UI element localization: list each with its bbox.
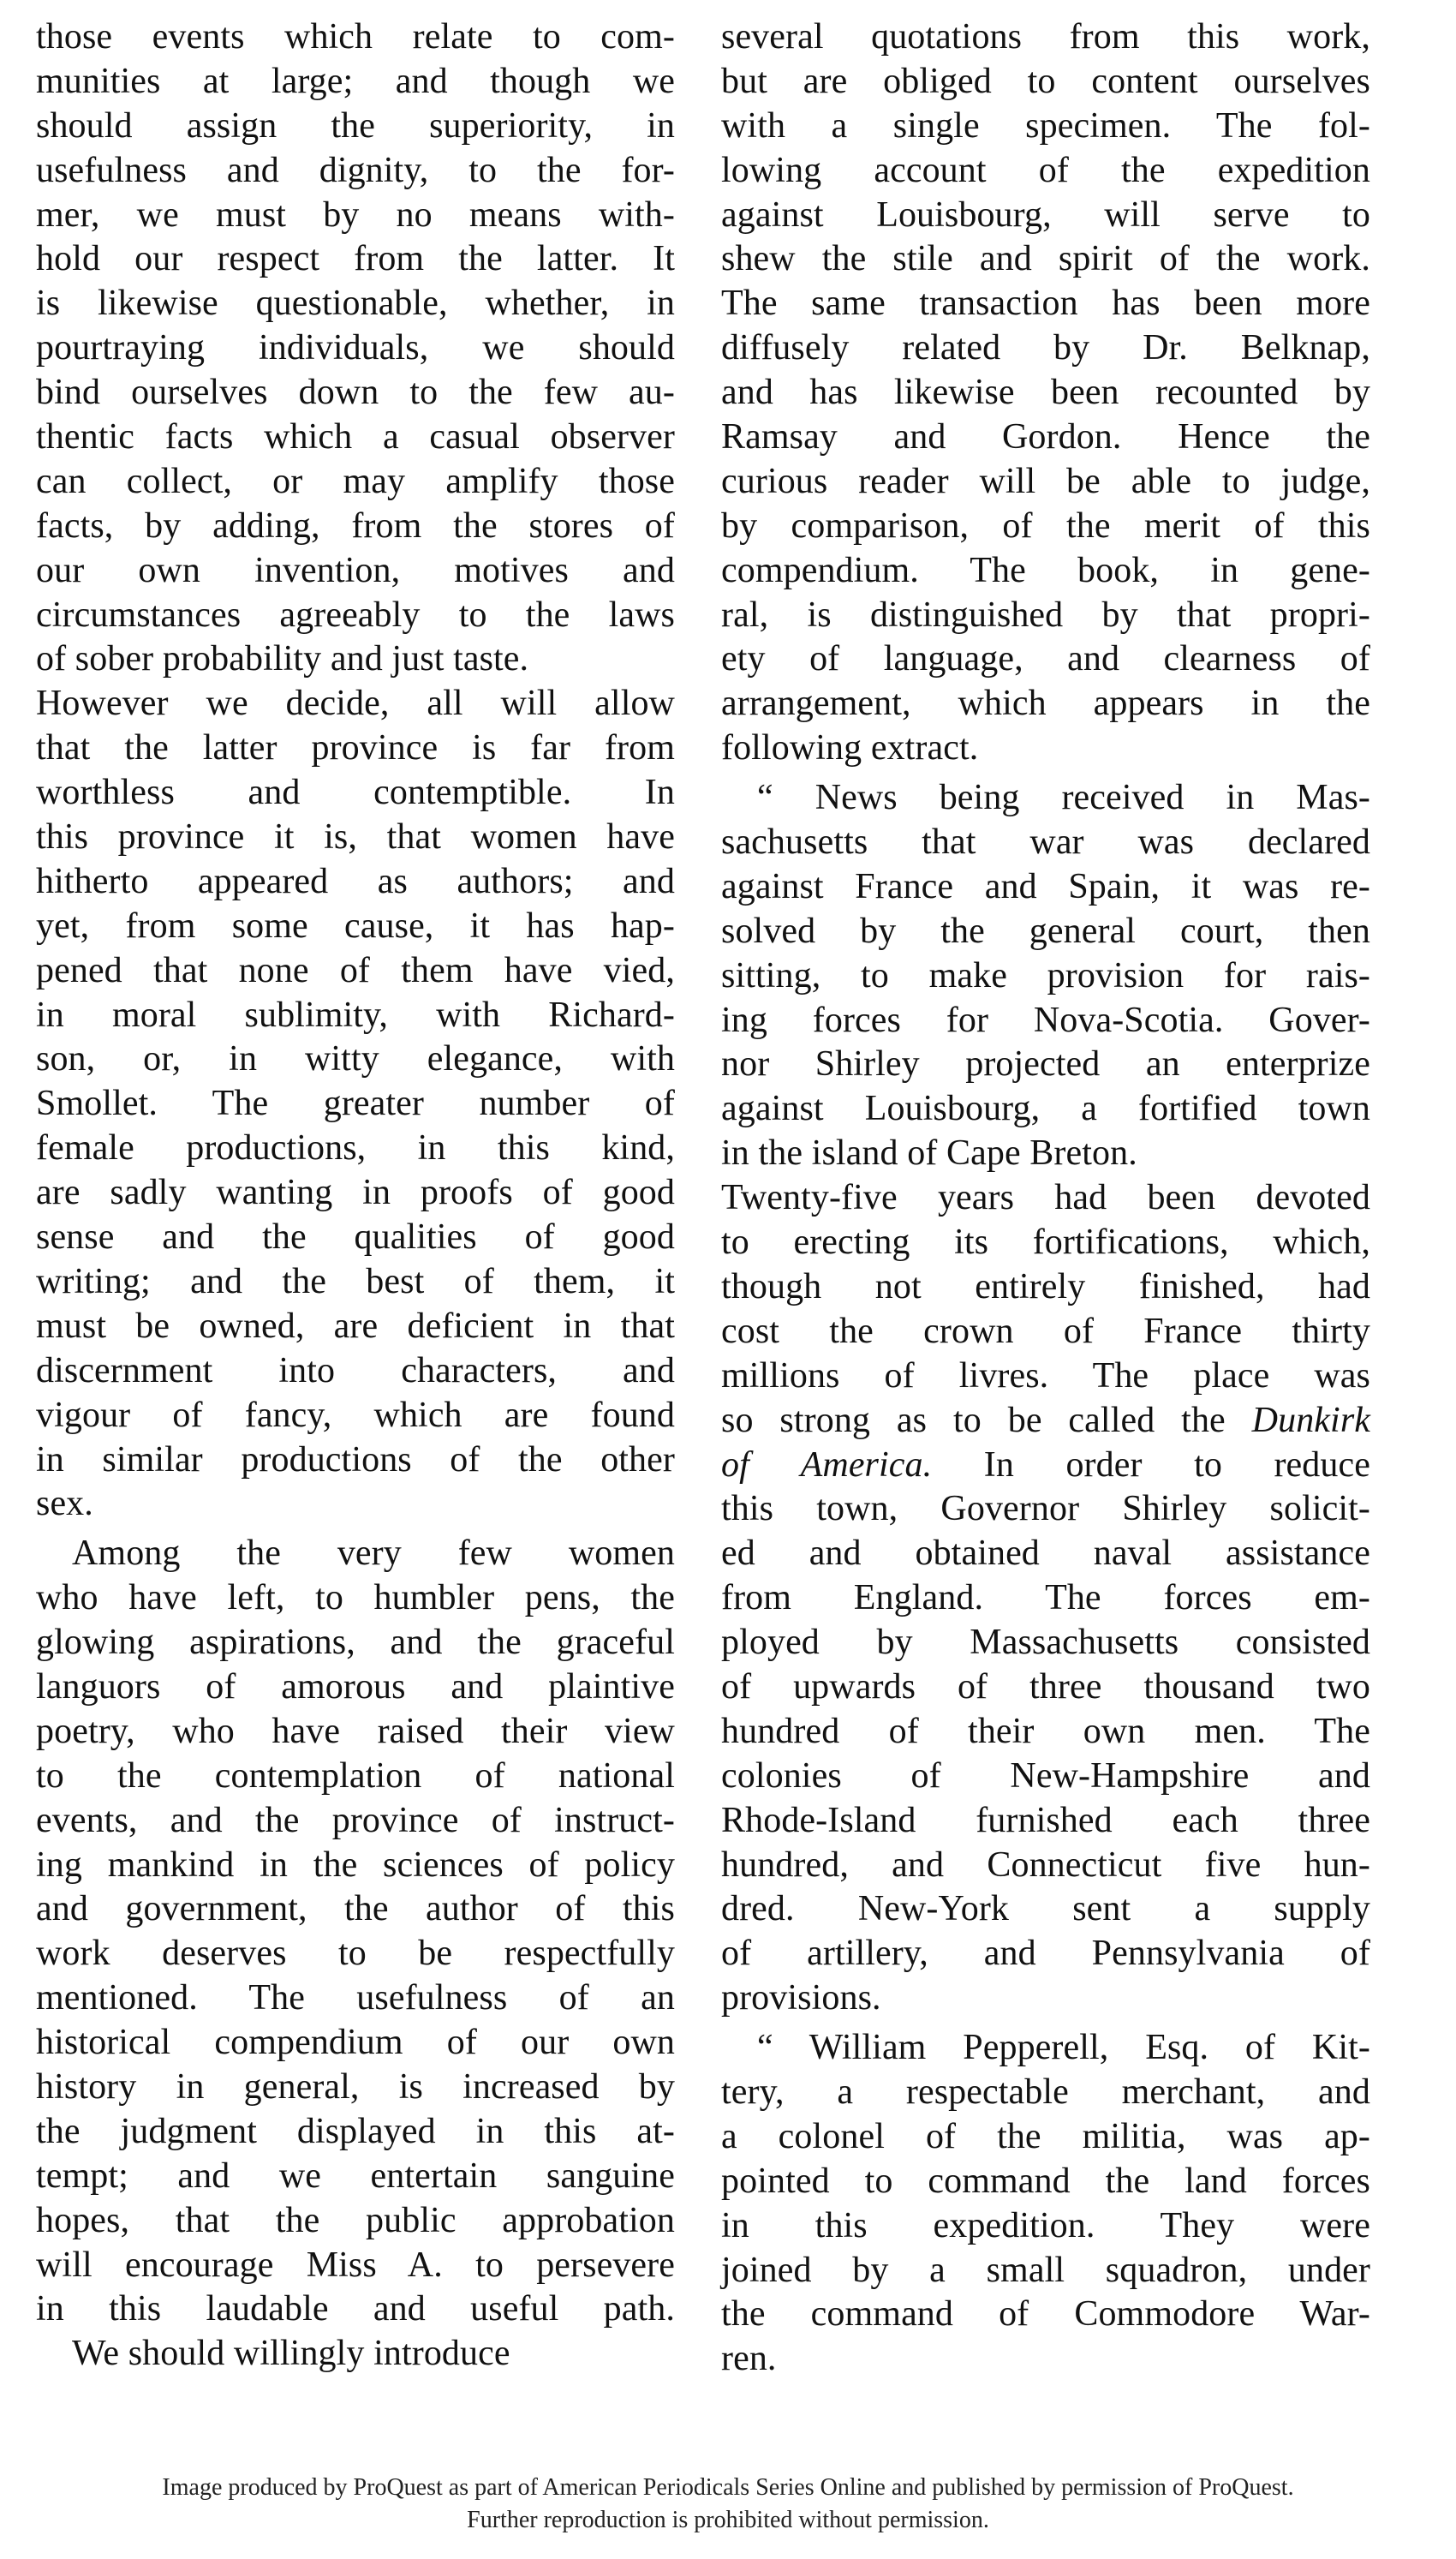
left-column-text-line: tempt; and we entertain sanguine: [36, 2155, 675, 2196]
left-column-text-line: worthless and contemptible. In: [36, 773, 675, 813]
right-column-text-line: millions of livres. The place was: [721, 1355, 1370, 1396]
right-column-text-line: nor Shirley projected an enterprize: [721, 1044, 1370, 1085]
right-column-text-line: provisions.: [721, 1978, 881, 2018]
left-column-text-line: son, or, in witty elegance, with: [36, 1039, 675, 1079]
left-column-text-line: who have left, to humbler pens, the: [36, 1578, 675, 1618]
right-column-text-line: of artillery, and Pennsylvania of: [721, 1934, 1370, 1974]
right-column-text-line: by comparison, of the merit of this: [721, 505, 1370, 546]
right-text-column: [721, 15, 1370, 2382]
left-column-text-line: must be owned, are deficient in that: [36, 1306, 675, 1346]
left-column-text-line: to the contemplation of national: [36, 1755, 675, 1796]
right-column-text-line: following extract.: [721, 728, 979, 768]
left-column-text-line: are sadly wanting in proofs of good: [36, 1173, 675, 1213]
right-column-text-line: ren.: [721, 2339, 777, 2379]
left-column-text-line: sex.: [36, 1484, 93, 1524]
right-column-text-line: Ramsay and Gordon. Hence the: [721, 417, 1370, 457]
right-column-text-line: but are obliged to content ourselves: [721, 61, 1370, 101]
right-column-text-line: The same transaction has been more: [721, 284, 1370, 324]
right-column-text-line: shew the stile and spirit of the work.: [721, 239, 1370, 279]
right-column-text-line: lowing account of the expedition: [721, 150, 1370, 190]
left-column-text-line: yet, from some cause, it has hap-: [36, 906, 675, 946]
left-column-text-line: Smollet. The greater number of: [36, 1084, 675, 1124]
left-column-text-line: should assign the superiority, in: [36, 105, 675, 146]
left-column-text-line: is likewise questionable, whether, in: [36, 284, 675, 324]
right-column-text-line: ployed by Massachusetts consisted: [721, 1623, 1370, 1663]
right-column-text-line: compendium. The book, in gene-: [721, 550, 1370, 590]
right-column-text-line: a colonel of the militia, was ap-: [721, 2116, 1370, 2156]
left-column-text-line: can collect, or may amplify those: [36, 461, 675, 501]
right-column-text-line: ing forces for Nova-Scotia. Gover-: [721, 1000, 1370, 1040]
left-column-text-line: poetry, who have raised their view: [36, 1711, 675, 1751]
left-column-text-line: in similar productions of the other: [36, 1439, 675, 1480]
right-column-text-line: though not entirely finished, had: [721, 1266, 1370, 1306]
left-column-text-line: munities at large; and though we: [36, 61, 675, 101]
footer-line-1: Image produced by ProQuest as part of American Periodicals Series Online and published by permission of ProQuest.: [162, 2474, 1294, 2501]
left-column-text-line: and government, the author of this: [36, 1889, 675, 1929]
left-column-text-line: sense and the qualities of good: [36, 1217, 675, 1258]
right-column-text-line: hundred, and Connecticut five hun-: [721, 1845, 1370, 1885]
right-column-text-line: of upwards of three thousand two: [721, 1666, 1370, 1707]
right-column-text-line: and has likewise been recounted by: [721, 373, 1370, 413]
right-column-text-line: against Louisbourg, will serve to: [721, 194, 1370, 235]
left-column-text-line: hitherto appeared as authors; and: [36, 861, 675, 901]
right-column-text-line: arrangement, which appears in the: [721, 684, 1370, 724]
left-column-text-line: history in general, is increased by: [36, 2066, 675, 2107]
left-column-text-line: usefulness and dignity, to the for-: [36, 150, 675, 190]
left-column-text-line: in this laudable and useful path.: [36, 2289, 675, 2329]
left-column-text-line: events, and the province of instruct-: [36, 1800, 675, 1840]
left-column-text-line: this province it is, that women have: [36, 817, 675, 858]
left-column-text-line: work deserves to be respectfully: [36, 1934, 675, 1974]
right-column-text-line: joined by a small squadron, under: [721, 2250, 1370, 2290]
right-column-text-line: several quotations from this work,: [721, 17, 1370, 57]
right-column-text-line: pointed to command the land forces: [721, 2161, 1370, 2201]
left-column-text-line: hold our respect from the latter. It: [36, 239, 675, 279]
left-column-text-line: writing; and the best of them, it: [36, 1261, 675, 1301]
left-column-text-line: pened that none of them have vied,: [36, 950, 675, 990]
left-column-text-line: historical compendium of our own: [36, 2023, 675, 2063]
right-column-text-line: sitting, to make provision for rais-: [721, 955, 1370, 995]
right-column-text-line: against Louisbourg, a fortified town: [721, 1089, 1370, 1129]
right-column-text-line: ral, is distinguished by that propri-: [721, 595, 1370, 635]
left-column-text-line: the judgment displayed in this at-: [36, 2111, 675, 2151]
right-column-text-line: solved by the general court, then: [721, 911, 1370, 951]
copyright-footer: [0, 2472, 1456, 2537]
left-column-text-line: of sober probability and just taste.: [36, 639, 529, 679]
right-column-text-line: “ News being received in Mas-: [757, 778, 1370, 818]
right-column-text-line: colonies of New-Hampshire and: [721, 1755, 1370, 1796]
left-column-text-line: circumstances agreeably to the laws: [36, 595, 675, 635]
left-column-text-line: hopes, that the public approbation: [36, 2200, 675, 2240]
left-column-text-line: glowing aspirations, and the graceful: [36, 1623, 675, 1663]
left-column-text-line: female productions, in this kind,: [36, 1128, 675, 1169]
left-column-text-line: bind ourselves down to the few au-: [36, 373, 675, 413]
right-column-text-line: hundred of their own men. The: [721, 1711, 1370, 1751]
right-column-text-line: to erecting its fortifications, which,: [721, 1223, 1370, 1263]
right-column-text-line: in this expedition. They were: [721, 2205, 1370, 2245]
left-column-text-line: that the latter province is far from: [36, 728, 675, 768]
right-column-text-line: ety of language, and clearness of: [721, 639, 1370, 679]
right-column-text-line: diffusely related by Dr. Belknap,: [721, 328, 1370, 368]
left-text-column: [36, 15, 675, 2377]
left-column-text-line: mentioned. The usefulness of an: [36, 1978, 675, 2018]
left-column-text-line: languors of amorous and plaintive: [36, 1666, 675, 1707]
left-column-text-line: vigour of fancy, which are found: [36, 1395, 675, 1435]
left-column-text-line: will encourage Miss A. to persevere: [36, 2245, 675, 2285]
right-column-text-line: “ William Pepperell, Esq. of Kit-: [757, 2028, 1370, 2068]
left-column-text-line: mer, we must by no means with-: [36, 194, 675, 235]
footer-line-2: Further reproduction is prohibited without permission.: [467, 2507, 989, 2533]
left-column-text-line: facts, by adding, from the stores of: [36, 505, 675, 546]
left-column-text-line: However we decide, all will allow: [36, 684, 675, 724]
left-column-text-line: our own invention, motives and: [36, 550, 675, 590]
right-column-text-line: the command of Commodore War-: [721, 2294, 1370, 2335]
left-column-text-line: those events which relate to com-: [36, 17, 675, 57]
right-column-text-line: of America. In order to reduce: [721, 1444, 1370, 1485]
right-column-text-line: curious reader will be able to judge,: [721, 461, 1370, 501]
right-column-text-line: ed and obtained naval assistance: [721, 1534, 1370, 1574]
left-column-text-line: discernment into characters, and: [36, 1350, 675, 1390]
right-column-text-line: against France and Spain, it was re-: [721, 866, 1370, 906]
left-column-text-line: in moral sublimity, with Richard-: [36, 995, 675, 1035]
right-column-text-line: tery, a respectable merchant, and: [721, 2072, 1370, 2112]
left-column-text-line: thentic facts which a casual observer: [36, 417, 675, 457]
right-column-text-line: from England. The forces em-: [721, 1578, 1370, 1618]
right-column-text-line: so strong as to be called the Dunkirk: [721, 1400, 1370, 1440]
right-column-text-line: Twenty-five years had been devoted: [721, 1178, 1370, 1218]
left-column-text-line: ing mankind in the sciences of policy: [36, 1845, 675, 1885]
right-column-text-line: cost the crown of France thirty: [721, 1311, 1370, 1351]
right-column-text-line: sachusetts that war was declared: [721, 822, 1370, 863]
right-column-text-line: with a single specimen. The fol-: [721, 105, 1370, 146]
right-column-text-line: Rhode-Island furnished each three: [721, 1800, 1370, 1840]
left-column-text-line: We should willingly introduce: [72, 2334, 510, 2374]
right-column-text-line: this town, Governor Shirley solicit-: [721, 1489, 1370, 1529]
right-column-text-line: dred. New-York sent a supply: [721, 1889, 1370, 1929]
right-column-text-line: in the island of Cape Breton.: [721, 1133, 1137, 1174]
left-column-text-line: pourtraying individuals, we should: [36, 328, 675, 368]
left-column-text-line: Among the very few women: [72, 1534, 675, 1574]
